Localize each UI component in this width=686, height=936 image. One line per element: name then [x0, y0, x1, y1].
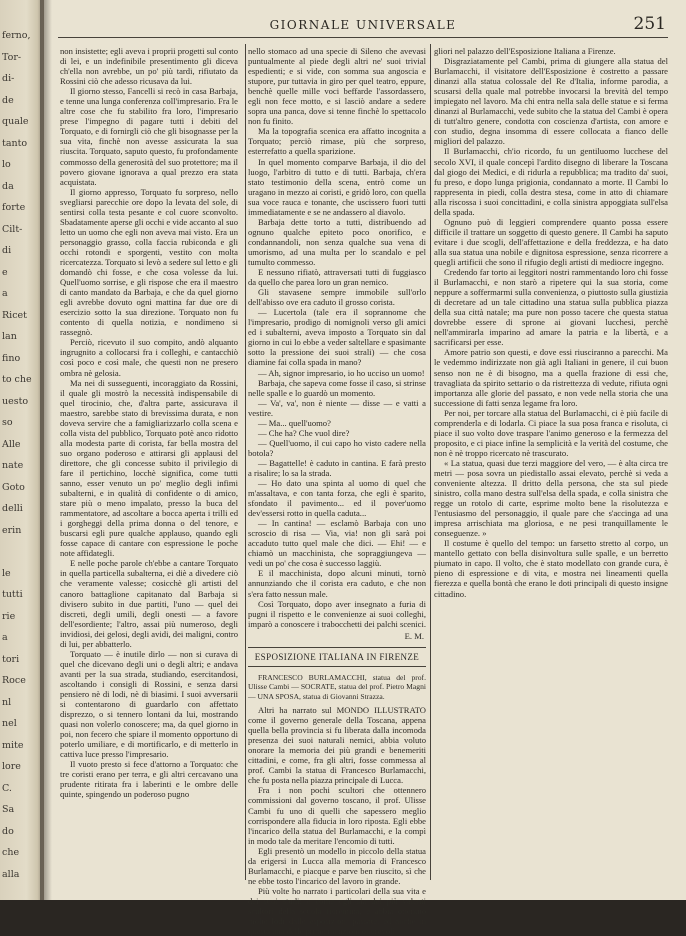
paragraph: Il Burlamacchi, ch'io ricordo, fu un gentiluomo lucchese del secolo XVI, il quale concepì l'ardito disegno di liberare la Toscana dal giogo dei Medici, e di ridurla a repubblica; ma tradito da' suoi, fu preso, e dopo lunga prigionia, condannato a morte. Il Cambi lo rappresenta in piedi, colla destra stesa, come in atto di chiamare alla riscossa i suoi concittadini, e colla sinistra appoggiata sull'elsa della spada. — [434, 146, 668, 217]
facing-page-fragment: quale — [2, 116, 29, 127]
paragraph: Ognuno può di leggieri comprendere quanto possa essere difficile il trattare un soggetto di questo genere. Il Cambi ha saputo evitare i due scogli, dell'affettazione e della freddezza, e ha dato alla sua statua una nobile e dignitosa espressione, senza ricorrere a quegli artificii che sono il rifugio degli artisti di mediocre ingegno. — [434, 216, 668, 267]
facing-page-fragment: de — [2, 94, 14, 106]
column-divider-1 — [245, 44, 246, 880]
facing-page-fragment: uesto — [2, 395, 29, 407]
author-signature: E. M. — [404, 630, 424, 641]
paragraph: Barbaja, che sapeva come fosse il caso, si strinse nelle spalle e lo guardò un momento. — [248, 377, 426, 398]
paragraph: Il vuoto presto si fece d'attorno a Torquato: che tre coristi erano per terra, e gli altri cercavano una prudente ritirata fra i laberinti e le ombre delle quinte, spingendo un poderoso pugno — [60, 759, 238, 800]
facing-page-fragment: Alle — [2, 438, 21, 450]
facing-page-fragment: alla — [2, 868, 20, 880]
facing-page-fragment: fino — [2, 352, 21, 364]
header-rule — [58, 37, 668, 38]
facing-page-fragment: ferno, — [2, 30, 31, 41]
facing-page-fragment: Sa — [2, 804, 15, 815]
facing-page-fragment: Roce — [2, 675, 26, 686]
page-number: 251 — [633, 14, 666, 34]
journal-title: GIORNALE UNIVERSALE — [269, 18, 457, 32]
facing-page-fragment: che — [2, 847, 20, 858]
facing-page-fragment: tanto — [2, 137, 28, 149]
paragraph: Egli presentò un modello in piccolo della statua da erigersi in Lucca alla memoria di Francesco Burlamacchi, e piacque e parve ben riuscito, sì che ne ebbe tosto l'incarico del lavoro in grande. — [248, 845, 426, 886]
facing-page-fragment: le — [2, 567, 11, 579]
facing-page-fragment: e — [2, 266, 8, 278]
dialogue-line: — Va', va', non è niente — disse — e vatti a vestire. — [248, 397, 426, 418]
facing-page-fragment: nate — [2, 460, 24, 471]
facing-page-fragment: Cilt- — [2, 223, 23, 235]
dialogue-line: — Ma... quell'uomo? — [258, 417, 331, 428]
facing-page-fragment: so — [2, 417, 13, 428]
paragraph: nello stomaco ad una specie di Sileno che avevasi puntualmente al piede degli altri ne' suoi trivial espedienti; e si vide, con somma sua angoscia e stupore, pur tuttavia in giro per quel teatro, eppure, benchè quelle mille voci beffarde l'assordassero, egli non fece motto, e si lasciò andare a sedere sopra una panca, dove si tenne finchè lo spettacolo non fu finito. — [248, 46, 426, 127]
paragraph: Il giorno stesso, Fancelli si recò in casa Barbaja, e tenne una lunga conferenza coll'impresario. Fra le altre cose che fu stabilito fra loro, l'impresario prese l'impegno di pagare tutti i debiti del Torquato, e di fornirgli ciò che gli bisognasse per la sua vita, finchè non avesse assicurata la sua riuscita. Torquato, saputo questo, fu profondamente commosso della generosità del suo protettore; ma il povero giovane ignorava a qual prezzo era stata acquistata. — [60, 86, 238, 187]
column-divider-2 — [430, 44, 431, 880]
dialogue-line: — Lucertola (tale era il soprannome che l'impresario, prodigo di nomignoli verso gli amici ed i subalterni, aveva imposto a Torquato sin dal giorno in cui lo ebbe a veder saltellare e spasimante sotto la pressione dei suoi strali) — che cosa diamine fai colla spada in mano? — [248, 307, 426, 368]
column-3 — [434, 46, 668, 882]
paragraph: In quel momento comparve Barbaja, il dio del luogo, l'arbitro di tutto e di tutti. Barbaja, ch'era stato testimonio della scena, entrò come un uragano in mezzo ai coristi, e gridò loro, con quella sua voce rauca e tonante, che uscissero fuori tutti immediatamente e se ne andassero al diavolo. — [248, 156, 426, 217]
column-2 — [248, 46, 427, 936]
quotation: « La statua, quasi due terzi maggiore del vero, — è alta circa tre metri — posa sovra un piedistallo assai elevato, perchè si veda a conveniente altezza. Il dritto della persona, che sta sul piede sinistro, colla mano destra sull'elsa della spada, e colla sinistra che regge un rotolo di carte, esprime molto bene la risolutezza e l'entusiasmo del personaggio, il quale pare che s'accinga ad una impresa arrischiata ma gloriosa, e ne pesi tranquillamente le conseguenze. » — [434, 457, 668, 539]
facing-page-fragment: a — [2, 632, 8, 643]
paragraph: gliori nel palazzo dell'Esposizione Italiana a Firenze. — [434, 46, 616, 56]
dialogue-line: — Ah, signor impresario, io ho ucciso un uomo! — [258, 367, 425, 378]
section-heading: ESPOSIZIONE ITALIANA IN FIRENZE — [248, 647, 426, 667]
paragraph: Torquato — è inutile dirlo — non si curava di quel che dicevano degli uni o degli altri; e andava avanti per la sua strada, studiando, esercitandosi, ascoltando i consigli di Rossini, e senza darsi pensiero nè di lodi, nè di biasimi. I suoi avversarii si contentarono di guardarlo con affettato disprezzo, o si tennero lontani da lui, mostrando quasi non volerlo conoscere; ma, da quel giorno in poi, non fecero che spiare il momento opportuno di poterlo umiliare, e di mortificarlo, e di metterlo in cattiva luce presso l'impresario. — [60, 648, 238, 760]
facing-page-fragment: to che — [2, 374, 32, 385]
facing-page-fragment: erin — [2, 524, 22, 536]
facing-page-fragment: di- — [2, 73, 15, 84]
paragraph: Così Torquato, dopo aver insegnato a furia di pugni il rispetto e le convenienze ai suoi colleghi, imparò a conoscere i trabocchetti dei palchi scenici. — [248, 598, 427, 629]
paragraph: Fra i non pochi scultori che ottennero commissioni dal governo toscano, il prof. Ulisse Cambi fu uno di quelli che sapessero meglio corrispondere alla fiducia in loro riposta. Egli ebbe l'incarico della statua del Burlamacchi, e la compì in modo tale da meritare l'encomio di tutti. — [248, 785, 426, 846]
paragraph: non insistette; egli aveva i proprii progetti sul conto di lei, e un indefinibile presentimento gli diceva ch'ella non avrebbe, un po' più tardi, rifiutato da Rossini ciò che adesso ricusava da lui. — [60, 46, 238, 87]
paragraph: Amore patrio son questi, e dove essi riusciranno a parecchi. Ma le vedemmo indirizzate non già agli Italiani in genere, il cui buon senso non ne è di bisogno, ma a quella frazione di essi che, travagliata da spirito settario o da ristrettezza di vedute, rifiuta ogni importanza alle glorie del passato, e non vede nella storia che una successione di fatti senza legame fra loro. — [434, 347, 668, 408]
dialogue-line: — Che ha? Che vuol dire? — [258, 427, 350, 438]
paragraph: Ma la topografia scenica era affatto incognita a Torquato; perciò rimase, più che sorpreso, esterrefatto a quella sparizione. — [248, 126, 426, 157]
facing-page-fragment: lan — [2, 331, 17, 342]
facing-page-edge — [0, 0, 44, 900]
dialogue-line: — Quell'uomo, il cui capo ho visto cadere nella botola? — [248, 437, 426, 458]
illustration-caption: FRANCESCO BURLAMACCHI, statua del prof. Ulisse Cambi — SOCRATE, statua del prof. Pietro Magni — UNA SPOSA, statua di Giovanni Strazza. — [248, 672, 426, 701]
column-1 — [60, 46, 238, 882]
dialogue-line: — Ho dato una spinta al uomo di quel che m'assaltava, e con tanta forza, che egli è sparito, sfondato il pavimento... ed il pover'uomo dev'essersi rotto in quella caduta... — [248, 478, 426, 519]
facing-page-fragment: forte — [2, 202, 26, 213]
paragraph: Per noi, per torcare alla statua del Burlamacchi, ci è più facile di comprenderla e di lodarla. Ci piace la sua posa franca e risoluta, ci piace il suo volto dove traspare l'animo generoso e la fermezza del proposito, e ci piace infine la semplicità e la verità del costume, che non è nè troppo ricercato nè trascurato. — [434, 407, 668, 458]
page-header — [58, 10, 668, 38]
paragraph: Credendo far torto ai leggitori nostri rammentando loro chi fosse il Burlamacchi, e non starò a ripetere qui la sua storia, come neppure a soffermarmi sulla convenienza, o piuttosto sulla giustizia di decretare ad un tale cittadino una statua sulla pubblica piazza della sua città natale; ma pure non posso tacere che questa statua dovrebbe essere di sprone ai giovani lucchesi, perchè nell'ammirarla imparino ad amare la patria e la libertà, e a sacrificarsi per esse. — [434, 267, 668, 348]
dialogue-line: — Bagattelle! è caduto in cantina. E farà presto a risalire; lo sa la strada. — [248, 457, 426, 478]
facing-page-fragment: mite — [2, 739, 24, 751]
paragraph: Più volte ho narrato i particolari della sua vita e dei suoi studi: e come egli sia dei più valenti scultori della scuola fiorentina, e abbia ottenuto molte lodi dalle esposizioni passate, ed anche in questa una delle prime menzioni onorevoli — [248, 885, 426, 936]
paragraph: Barbaja dette torto a tutti, distribuendo ad ognuno qualche epiteto poco onorifico, e condannandoli, non senza qualche sua vena di umorismo, ad una multa per lo scandalo e pel tumulto commesso. — [248, 216, 426, 267]
paragraph: Il costume è quello del tempo: un farsetto stretto al corpo, un mantello gettato con bella disinvoltura sulle spalle, e un berretto piumato in capo. Il volto, che è stato modellato con grande cura, è pieno di espressione e di vita, e mostra nei lineamenti quella fierezza e quella bontà che erano le doti principali di questo insigne cittadino. — [434, 538, 668, 599]
facing-page-fragment: a — [2, 288, 8, 299]
facing-page-fragment: tori — [2, 653, 20, 665]
facing-page-fragment: nl — [2, 696, 12, 708]
paragraph: E il macchinista, dopo alcuni minuti, tornò annunziando che il corista era caduto, e che non s'era fatto nessun male. — [248, 568, 426, 599]
facing-page-fragment: lore — [2, 761, 21, 772]
paragraph: Perciò, ricevuto il suo compito, andò alquanto ingrugnito a collocarsi fra i colleghi, e cantacchiò così poco e così male, che questi non ne presero ombra nè gelosia. — [60, 337, 238, 378]
facing-page-fragment: Goto — [2, 481, 25, 493]
facing-page-fragment: lo — [2, 159, 11, 170]
facing-page-fragment: delli — [2, 503, 23, 514]
paragraph: Altri ha narrato sul MONDO ILLUSTRATO come il governo generale della Toscana, appena quella bella provincia si fu liberata dalla incomoda presenza dei suoi naturali nemici, abbia voluto onorare la memoria dei più grandi e benemeriti cittadini, e come, fra gli altri, fosse commessa al prof. Cambi la statua di Francesco Burlamacchi, che fu posta nella piazza principale di Lucca. — [248, 705, 426, 786]
facing-page-fragment: tutti — [2, 589, 23, 600]
paragraph: E nelle poche parole ch'ebbe a cantare Torquato in quella particella subalterna, ei diè a divedere ciò che veramente valesse; cosicchè gli artisti del canoro battaglione capitanato dal Barbaja si divisero subito in due partiti, l'uno — quel dei discreti, degli umili, degli onesti — a favore dell'esordiente; l'altro, assai più numeroso, degli invidiosi, dei gelosi, degli avidi, dei maligni, contro di lui, per abbatterlo. — [60, 558, 238, 649]
facing-page-fragment: nel — [2, 718, 17, 729]
facing-page-fragment: rie — [2, 610, 16, 622]
paragraph: Ma nei di susseguenti, incoraggiato da Rossini, il quale gli mostrò la necessità indispensabile di quel tirocinio, che, d'altra parte, assicurava il maestro, sarebbe stato di brevissima durata, e non doveva servire che a famigliarizzarlo colla scena e colla vista del pubblico, Torquato potè anco ridotto alla modesta parte di corista, far bella mostra del suo organo poderoso e attirarsi gli applausi del direttore, che gli concesse subito il privilegio di fare il pertichino, locchè significa, come tutti sanno, esser venuto un po' meglio degli infimi subalterni, e in qualità di confidente o di amico, stare più o meno impalato, presso la buca del rammentatore, ad ascoltare a bocca aperta i trilli ed i gorgheggi della prima donna o del tenore, e buscarsi egli pure qualche applauso, quando egli fosse capace di cantare con espressione le poche note affidategli. — [60, 377, 238, 559]
facing-page-fragment: C. — [2, 782, 12, 794]
facing-page-fragment: di — [2, 245, 12, 256]
facing-page-fragment: Tor- — [2, 51, 22, 63]
facing-page-fragment: do — [2, 825, 14, 837]
paragraph: Gli stavasene sempre immobile sull'orlo dell'abisso ove era caduto il grosso corista. — [248, 287, 426, 308]
gutter-shadow — [40, 0, 52, 900]
paragraph: Il giorno appresso, Torquato fu sorpreso, nello svegliarsi parecchie ore dopo la levata del sole, di sentirsi colla testa pesante e col cuore sconvolto. Sbadatamente aperse gli occhi e vide accanto al suo letto un uomo che egli non aveva mai visto. Era un personaggio grasso, colla faccia rubiconda e gli occhi rotondi e sporgenti, vestito con molta ricercatezza. Torquato si levò a sedere sul letto e gli domandò chi fosse, e che cosa volesse da lui. Quell'uomo sorrise, e gli rispose che era il maestro di canto mandato da Barbaja, e che da quel giorno egli avrebbe dovuto ogni mattina far due ore di esercizio sotto la sua direzione. Torquato non fu contento di quella notizia, e nondimeno si rassegnò. — [60, 186, 239, 338]
facing-page-fragment: da — [2, 180, 14, 192]
dialogue-line: — In cantina! — esclamò Barbaja con uno scroscio di risa — Via, via! non gli sarà poi accaduto tutto quel male che dici. — Ehi! — e chiamò un macchinista, che sopraggiungeva — vedi un po' che cosa è successo laggiù. — [248, 518, 426, 569]
facing-page-fragment: Ricet — [2, 309, 27, 321]
paragraph: Disgraziatamente pel Cambi, prima di giungere alla statua del Burlamacchi, il visitatore dell'Esposizione è costretto a passare dinanzi alla statua colossale del Re d'Italia, informe parodia, a scusarsi della quale mal potrebbe invocarsi la brevità del tempo impiegato nel lavoro. Ma chi entra nella sala delle statue e si ferma dinanzi al Burlamacchi, vede subito che la statua del Cambi è opera di tutt'altro genere, condotta con coscienza d'artista, con amore e con studio, degna insomma di essere collocata a fianco delle migliori del palazzo. — [434, 56, 668, 147]
paragraph: E nessuno rifiatò, attraversati tutti di fuggiasco da quello che parea loro un gran nemico. — [248, 267, 426, 288]
